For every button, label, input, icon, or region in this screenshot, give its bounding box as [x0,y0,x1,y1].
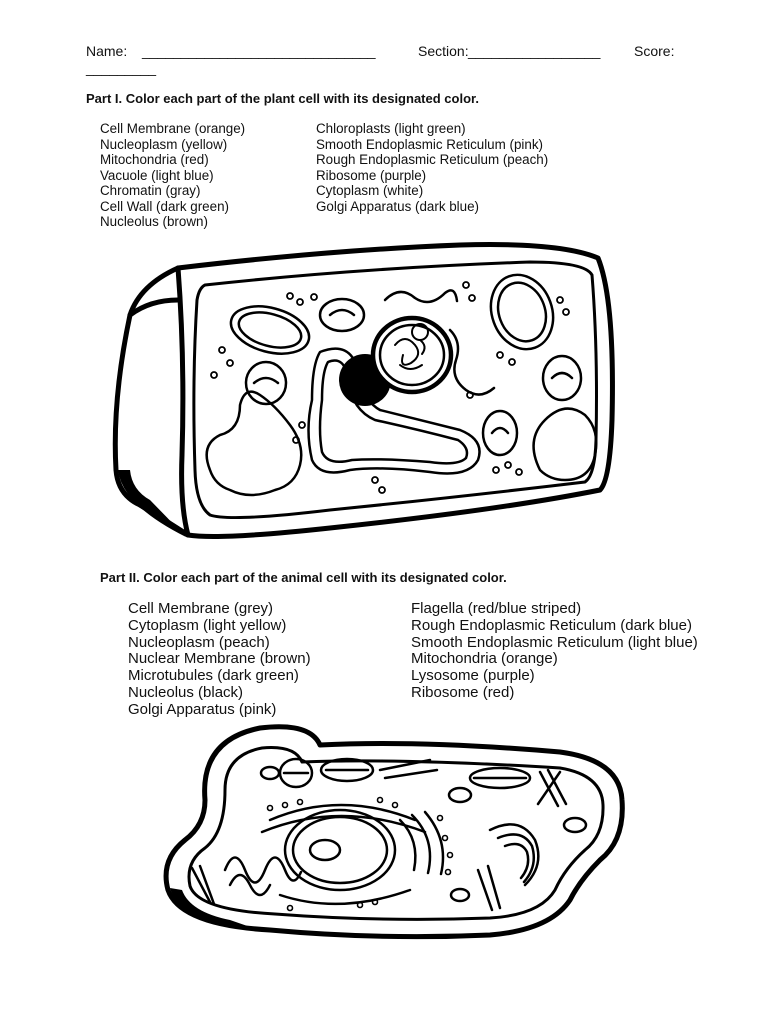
name-blank[interactable]: ______________________________ [142,43,376,59]
list-item: Cytoplasm (white) [316,183,424,198]
list-item: Chromatin (gray) [100,183,201,198]
list-item: Smooth Endoplasmic Reticulum (light blue) [411,633,698,651]
list-item: Cytoplasm (light yellow) [128,616,287,634]
list-item: Microtubules (dark green) [128,667,299,685]
list-item: Nuclear Membrane (brown) [128,650,311,668]
section-blank[interactable]: _________________ [468,43,601,59]
score-label: Score: [634,43,675,59]
list-item: Nucleoplasm (peach) [128,633,270,651]
list-item: Mitochondria (red) [100,152,209,167]
part2-list-right [411,601,698,702]
part1-list-left [100,121,245,230]
list-item: Rough Endoplasmic Reticulum (peach) [316,152,549,167]
part2-list-left [128,601,311,719]
name-label: Name: [86,43,128,59]
list-item: Lysosome (purple) [411,667,535,685]
section-label: Section: [418,43,469,59]
list-item: Golgi Apparatus (pink) [128,700,277,718]
list-item: Cell Wall (dark green) [100,198,229,214]
list-item: Ribosome (red) [411,683,515,701]
list-item: Nucleolus (brown) [100,214,208,229]
list-item: Flagella (red/blue striped) [411,600,582,617]
list-item: Ribosome (purple) [316,167,427,183]
list-item: Cell Membrane (orange) [100,121,246,136]
list-item: Nucleolus (black) [128,683,244,701]
list-item: Rough Endoplasmic Reticulum (dark blue) [411,616,692,634]
list-item: Vacuole (light blue) [100,167,214,183]
score-blank[interactable]: _________ [86,60,157,76]
list-item: Cell Membrane (grey) [128,600,274,617]
list-item: Golgi Apparatus (dark blue) [316,198,480,214]
part1-instruction: Part I. Color each part of the plant cell with its designated color. [86,91,479,106]
list-item: Mitochondria (orange) [411,650,558,668]
list-item: Smooth Endoplasmic Reticulum (pink) [316,136,543,152]
animal-cell-illustration [160,718,630,948]
list-item: Chloroplasts (light green) [316,121,466,136]
plant-cell-illustration [100,235,630,545]
list-item: Nucleoplasm (yellow) [100,136,228,152]
part1-list-right [316,121,548,214]
part2-instruction: Part II. Color each part of the animal cell with its designated color. [100,570,507,585]
